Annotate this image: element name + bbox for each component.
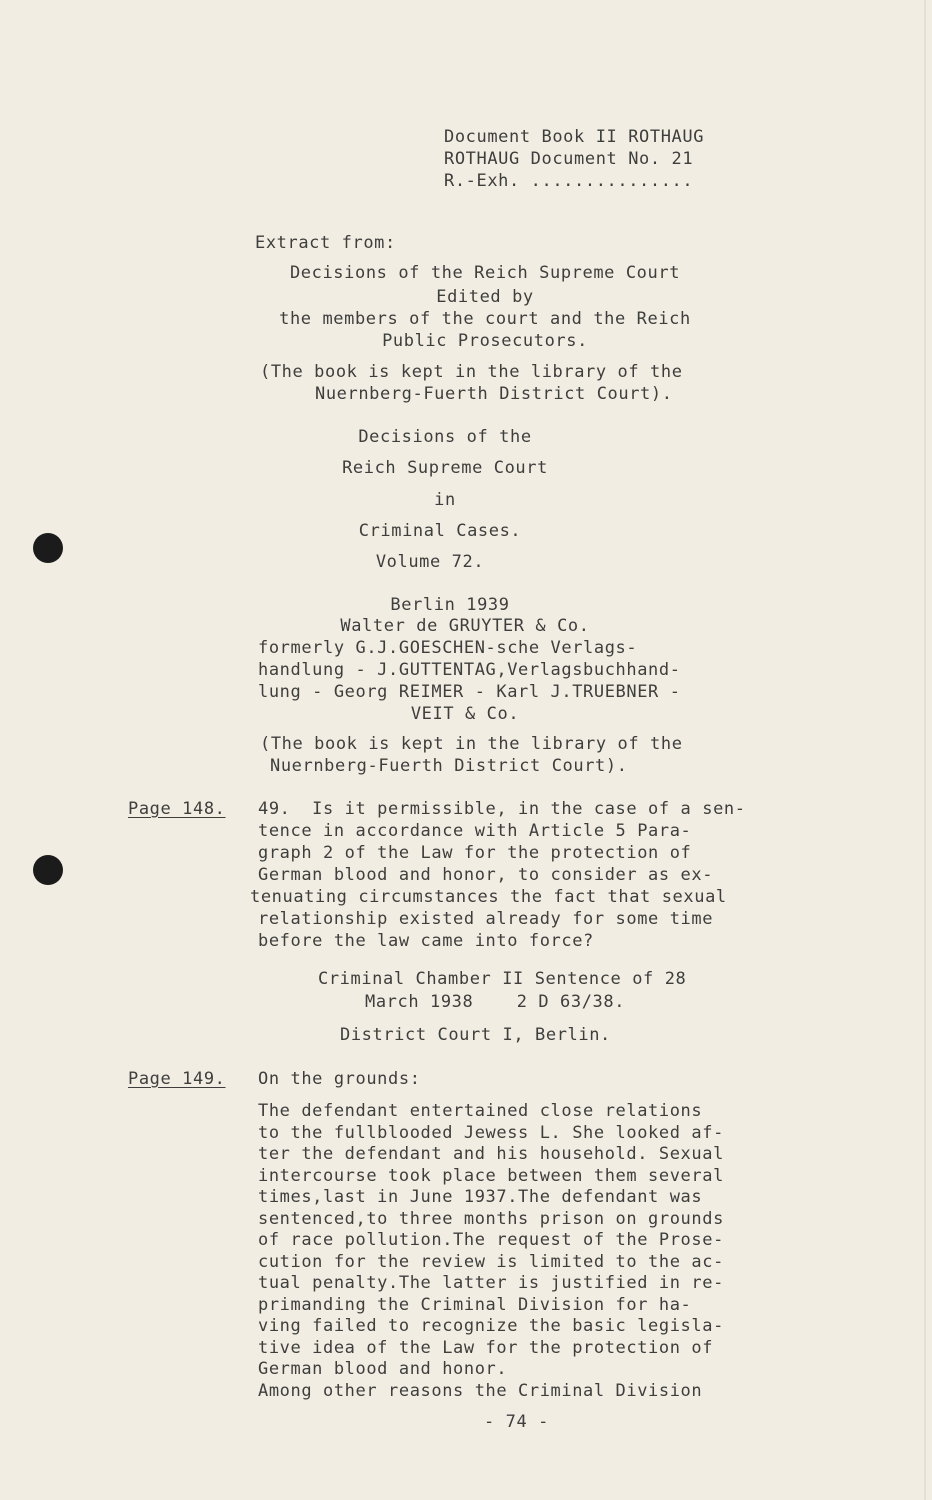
question-line-5: tenuating circumstances the fact that sexual: [250, 887, 727, 907]
book-line-5: Volume 72.: [375, 552, 485, 572]
header-line-3: R.-Exh. ...............: [444, 171, 694, 191]
book-line-1: Decisions of the: [358, 427, 532, 447]
publisher-line-1: Berlin 1939: [390, 595, 510, 615]
title-line-3: the members of the court and the Reich: [279, 309, 691, 329]
body-line-8: cution for the review is limited to the ac-: [258, 1252, 724, 1272]
question-line-7: before the law came into force?: [258, 931, 594, 951]
title-line-2: Edited by: [436, 287, 534, 307]
title-line-1: Decisions of the Reich Supreme Court: [289, 263, 681, 283]
page-edge-shadow: [924, 0, 926, 1500]
header-line-1: Document Book II ROTHAUG: [444, 127, 705, 147]
book-line-2: Reich Supreme Court: [342, 458, 548, 478]
publisher-line-2: Walter de GRUYTER & Co.: [340, 616, 590, 636]
court-line: District Court I, Berlin.: [340, 1025, 611, 1045]
extract-label: Extract from:: [255, 233, 396, 253]
question-line-3: graph 2 of the Law for the protection of: [258, 843, 692, 863]
publisher-line-4: handlung - J.GUTTENTAG,Verlagsbuchhand-: [258, 660, 681, 680]
sentence-line-2: March 1938 2 D 63/38.: [365, 992, 626, 1012]
note1-line-1: (The book is kept in the library of the: [260, 362, 683, 382]
publisher-line-5: lung - Georg REIMER - Karl J.TRUEBNER -: [258, 682, 681, 702]
question-line-4: German blood and honor, to consider as ex-: [258, 865, 714, 885]
punch-hole-top: [33, 533, 63, 563]
body-line-4: intercourse took place between them several: [258, 1166, 724, 1186]
note1-line-2: Nuernberg-Fuerth District Court).: [315, 384, 673, 404]
book-line-3: in: [434, 490, 456, 510]
page-number: - 74 -: [484, 1412, 550, 1432]
note2-line-1: (The book is kept in the library of the: [260, 734, 683, 754]
page-149-label: Page 149.: [128, 1069, 226, 1089]
body-line-6: sentenced,to three months prison on grounds: [258, 1209, 724, 1229]
body-line-11: ving failed to recognize the basic legisla-: [258, 1316, 724, 1336]
grounds-heading: On the grounds:: [258, 1069, 421, 1089]
header-line-2: ROTHAUG Document No. 21: [444, 149, 694, 169]
body-line-1: The defendant entertained close relations: [258, 1101, 703, 1121]
body-line-10: primanding the Criminal Division for ha-: [258, 1295, 692, 1315]
note2-line-2: Nuernberg-Fuerth District Court).: [270, 756, 628, 776]
body-line-9: tual penalty.The latter is justified in re-: [258, 1273, 724, 1293]
body-line-5: times,last in June 1937.The defendant was: [258, 1187, 703, 1207]
body-line-7: of race pollution.The request of the Prose-: [258, 1230, 724, 1250]
publisher-line-6: VEIT & Co.: [410, 704, 520, 724]
question-line-1: 49. Is it permissible, in the case of a sen-: [258, 799, 746, 819]
punch-hole-bottom: [33, 855, 63, 885]
sentence-line-1: Criminal Chamber II Sentence of 28: [318, 969, 687, 989]
body-line-2: to the fullblooded Jewess L. She looked af-: [258, 1123, 724, 1143]
book-line-4: Criminal Cases.: [358, 521, 522, 541]
question-line-6: relationship existed already for some time: [258, 909, 714, 929]
body-line-13: German blood and honor.: [258, 1359, 508, 1379]
publisher-line-3: formerly G.J.GOESCHEN-sche Verlags-: [258, 638, 638, 658]
page-148-label: Page 148.: [128, 799, 226, 819]
body-line-14: Among other reasons the Criminal Division: [258, 1381, 703, 1401]
body-line-3: ter the defendant and his household. Sexual: [258, 1144, 724, 1164]
body-line-12: tive idea of the Law for the protection of: [258, 1338, 714, 1358]
title-line-4: Public Prosecutors.: [382, 331, 588, 351]
question-line-2: tence in accordance with Article 5 Para-: [258, 821, 692, 841]
